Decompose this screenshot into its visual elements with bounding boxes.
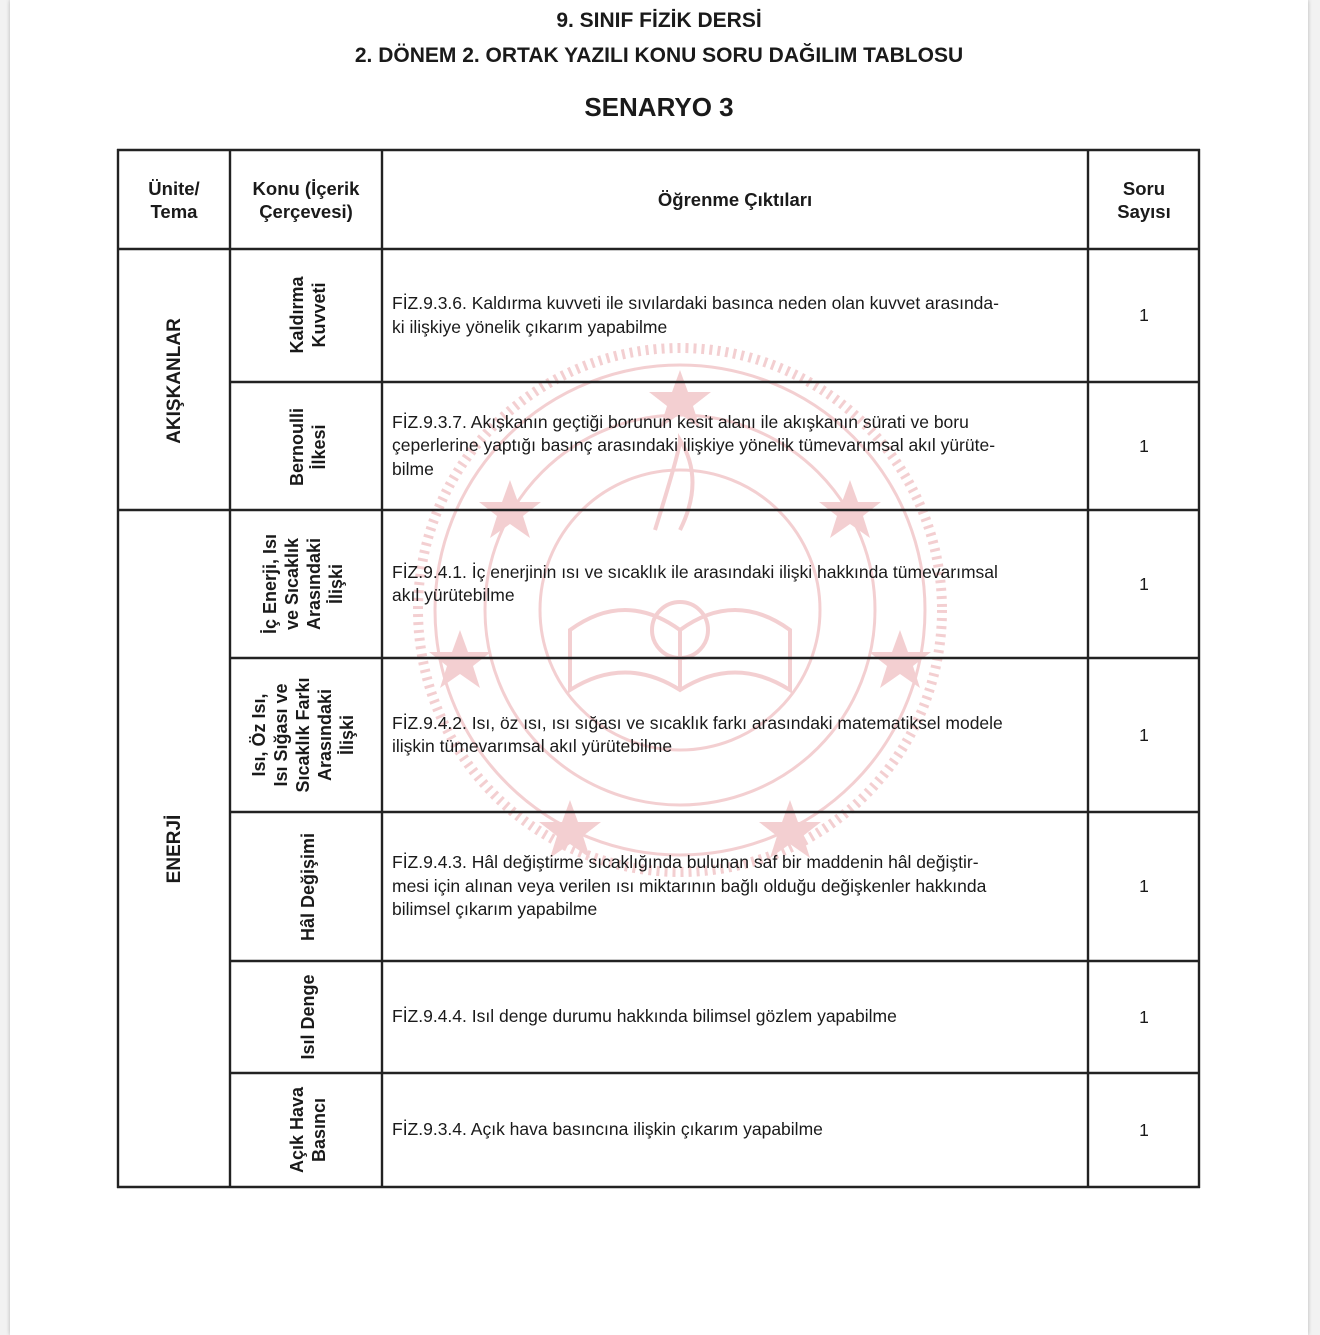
outcome-row: FİZ.9.3.7. Akışkanın geçtiği borunun kesit alanı ile akışkanın sürati ve boru çeperlerine yaptığı basınç arasındaki ilişkiye yönelik tümevarımsal akıl yürüte- bilme xyxy=(392,411,996,479)
topic-acik-hava-basinci: Açık Hava Basıncı xyxy=(287,1086,329,1174)
question-count: 1 xyxy=(1139,573,1149,594)
unit-enerji: ENERJİ xyxy=(164,814,185,884)
header-topic: Konu (İçerik Çerçevesi) xyxy=(252,177,360,222)
outcome-row: FİZ.9.4.1. İç enerjinin ısı ve sıcaklık ile arasındaki ilişki hakkında tümevarımsal akıl yürütebilme xyxy=(392,561,998,605)
outcome-row: FİZ.9.4.2. Isı, öz ısı, ısı sığası ve sıcaklık farkı arasındaki matematiksel modele ilişkin tümevarımsal akıl yürütebilme xyxy=(392,712,1003,756)
topic-isil-denge: Isıl Denge xyxy=(298,974,318,1060)
scenario-title: SENARYO 3 xyxy=(584,92,734,122)
outcome-row: FİZ.9.4.4. Isıl denge durumu hakkında bilimsel gözlem yapabilme xyxy=(392,1006,897,1027)
outcome-row: FİZ.9.4.3. Hâl değiştirme sıcaklığında bulunan saf bir maddenin hâl değiştir- mesi için alınan veya verilen ısı miktarının bağlı olduğu değişkenler hakkında bilimsel çıkarım yapabilme xyxy=(392,852,987,920)
unit-akiskanlar: AKIŞKANLAR xyxy=(164,318,185,444)
question-count: 1 xyxy=(1139,724,1149,745)
header-outcomes: Öğrenme Çıktıları xyxy=(657,189,813,210)
header-count: Soru Sayısı xyxy=(1117,177,1171,222)
topic-isi-oz-isi: Isı, Öz Isı, Isı Sığası ve Sıcaklık Farkı Arasındaki İlişki xyxy=(249,677,357,793)
question-count: 1 xyxy=(1139,876,1149,896)
topic-ic-enerji: İç Enerji, Isı ve Sıcaklık Arasındaki İlişki xyxy=(260,533,346,635)
question-count: 1 xyxy=(1139,1006,1149,1027)
header-unit: Ünite/ Tema xyxy=(148,177,200,222)
document-subtitle: 2. DÖNEM 2. ORTAK YAZILI KONU SORU DAĞILIM TABLOSU xyxy=(354,44,964,67)
question-count: 1 xyxy=(1139,305,1149,325)
document-title: 9. SINIF FİZİK DERSİ xyxy=(556,9,762,32)
outcome-row: FİZ.9.3.4. Açık hava basıncına ilişkin çıkarım yapabilme xyxy=(392,1119,823,1140)
topic-kaldirma-kuvveti: Kaldırma Kuvveti xyxy=(287,276,329,354)
question-count: 1 xyxy=(1139,1119,1149,1140)
topic-hal-degisimi: Hâl Değişimi xyxy=(298,832,318,942)
outcome-row: FİZ.9.3.6. Kaldırma kuvveti ile sıvılardaki basınca neden olan kuvvet arasında- ki ilişkiye yönelik çıkarım yapabilme xyxy=(392,293,999,337)
topic-bernoulli-ilkesi: Bernoulli İlkesi xyxy=(287,407,329,487)
question-count: 1 xyxy=(1139,435,1149,456)
